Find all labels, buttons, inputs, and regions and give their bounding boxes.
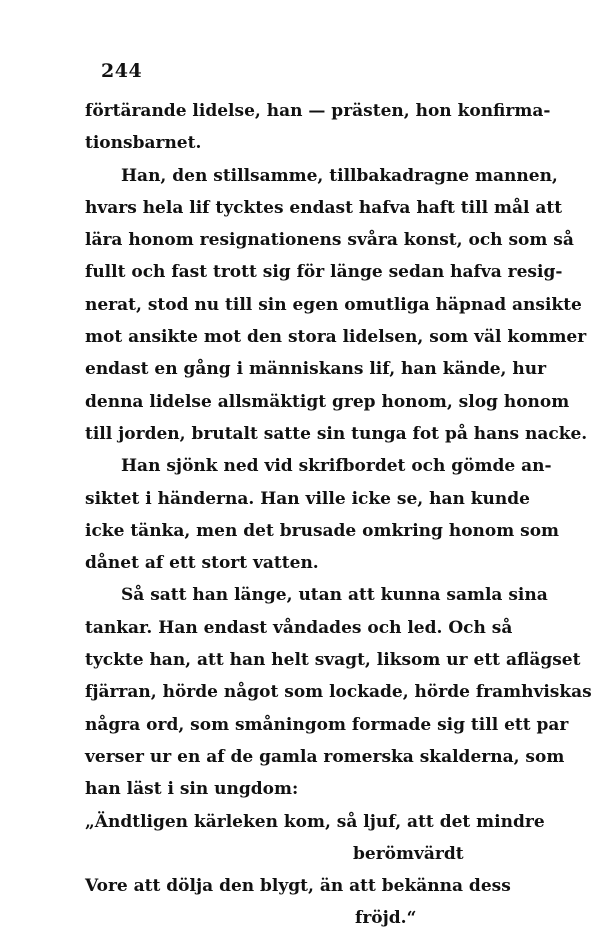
text-line: några ord, som småningom formade sig till ett par	[85, 714, 569, 735]
verse-line: „Ändtligen kärleken kom, så ljuf, att det mindre	[85, 811, 545, 832]
text-line: till jorden, brutalt satte sin tunga fot på hans nacke.	[85, 423, 588, 444]
paragraph-start-line: Han, den stillsamme, tillbakadragne mannen,	[121, 165, 558, 186]
body-text	[85, 95, 592, 935]
text-line: förtärande lidelse, han — prästen, hon konfirma-	[85, 101, 551, 121]
text-line: verser ur en af de gamla romerska skalderna, som	[85, 746, 565, 767]
text-line: hvars hela lif tycktes endast hafva haft till mål att	[85, 197, 563, 218]
text-line: tankar. Han endast våndades och led. Och så	[85, 617, 513, 638]
text-line: dånet af ett stort vatten.	[85, 553, 319, 574]
verse-line: Vore att dölja den blygt, än att bekänna dess	[85, 876, 511, 897]
page-number: 244	[101, 60, 143, 82]
text-line: fjärran, hörde något som lockade, hörde framhviskas	[85, 682, 592, 703]
text-line: tyckte han, att han helt svagt, liksom ur ett aflägset	[85, 650, 581, 671]
text-line: fullt och fast trott sig för länge sedan hafva resig-	[85, 262, 563, 283]
text-line: han läst i sin ungdom:	[85, 779, 299, 800]
paragraph-start-line: Han sjönk ned vid skrifbordet och gömde an-	[121, 456, 552, 477]
text-line: endast en gång i människans lif, han kände, hur	[85, 359, 547, 380]
paragraph-start-line: Så satt han länge, utan att kunna samla sina	[121, 585, 548, 606]
verse-continuation: berömvärdt	[353, 843, 464, 864]
text-line: lära honom resignationens svåra konst, och som så	[85, 230, 574, 251]
text-line: siktet i händerna. Han ville icke se, han kunde	[85, 488, 530, 509]
text-line: denna lidelse allsmäktigt grep honom, slog honom	[85, 391, 570, 412]
text-line: tionsbarnet.	[85, 133, 202, 154]
verse-continuation: fröjd.“	[355, 908, 417, 929]
text-line: icke tänka, men det brusade omkring honom som	[85, 520, 560, 541]
text-line: mot ansikte mot den stora lidelsen, som väl kommer	[85, 327, 587, 348]
text-line: nerat, stod nu till sin egen omutliga häpnad ansikte	[85, 294, 582, 315]
